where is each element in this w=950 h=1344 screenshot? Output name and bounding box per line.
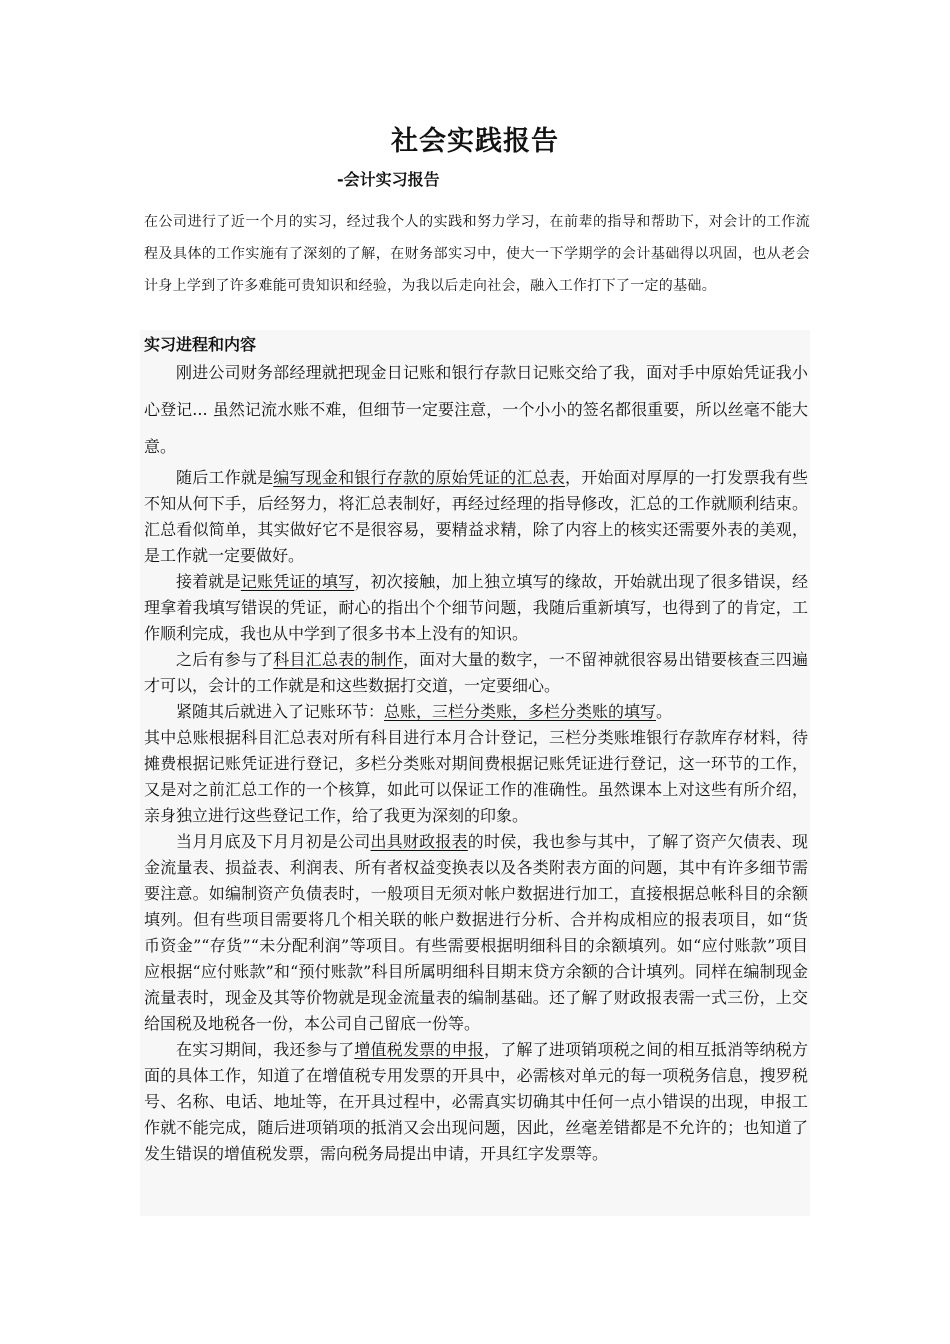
section-body — [144, 354, 808, 1167]
paragraph-vat-invoice — [144, 1037, 808, 1167]
section-heading: 实习进程和内容 — [144, 335, 257, 354]
underlined-phrase: 增值税发票的申报 — [354, 1040, 484, 1059]
paragraph-text: 当月月底及下月月初是公司 — [176, 832, 371, 851]
paragraph-text: 随后工作就是 — [176, 468, 274, 487]
paragraph-text: 。 — [656, 702, 673, 721]
paragraph-text: 接着就是 — [176, 572, 241, 591]
intro-paragraph: 在公司进行了近一个月的实习，经过我个人的实践和努力学习，在前辈的指导和帮助下，对会计的工作流程及具体的工作实施有了深刻的了解，在财务部实习中，使大一下学期学的会计基础得以巩固，也从老会计身上学到了许多难能可贵知识和经验，为我以后走向社会，融入工作打下了一定的基础。 — [144, 214, 810, 294]
paragraph-ledger — [144, 699, 808, 725]
underlined-phrase: 总账，三栏分类账，多栏分类账的填写 — [384, 702, 657, 721]
paragraph-text: ，了解了进项销项税之间的相互抵消等纳税方面的具体工作，知道了在增值税专用发票的开具中，必需核对单元的每一项税务信息，搜罗税号、名称、电话、地址等，在开具过程中，必需真实切确其中任何一点小错误的出现，申报工作就不能完成，随后进项销项的抵消又会出现问题，因此，丝毫差错都是不允许的；也知道了发生错误的增值税发票，需向税务局提出申请，开具红字发票等。 — [144, 1040, 808, 1163]
paragraph-text: ，面对大量的数字，一不留神就很容易出错要核查三四遍才可以，会计的工作就是和这些数据打交道，一定要细心。 — [144, 650, 808, 695]
paragraph-text: 紧随其后就进入了记账环节： — [176, 702, 385, 721]
paragraph-summary-table — [144, 465, 808, 569]
underlined-phrase: 记账凭证的填写 — [240, 572, 355, 591]
underlined-phrase: 编写现金和银行存款的原始凭证的汇总表 — [273, 468, 566, 487]
paragraph-text: ，初次接触，加上独立填写的缘故，开始就出现了很多错误，经理拿着我填写错误的凭证，耐心的指出个个细节问题，我随后重新填写，也得到了的肯定，工作顺利完成，我也从中学到了很多书本上没有的知识。 — [144, 572, 808, 643]
underlined-phrase: 科目汇总表的制作 — [273, 650, 403, 669]
paragraph-text: ，开始面对厚厚的一打发票我有些不知从何下手，后经努力，将汇总表制好，再经过经理的指导修改，汇总的工作就顺利结束。汇总看似简单，其实做好它不是很容易，要精益求精，除了内容上的核实还需要外表的美观，是工作就一定要做好。 — [144, 468, 808, 565]
paragraph-financial-statements — [144, 829, 808, 1037]
paragraph-text: 之后有参与了 — [176, 650, 274, 669]
paragraph-account-summary — [144, 647, 808, 699]
paragraph-ledger-detail: 其中总账根据科目汇总表对所有科目进行本月合计登记，三栏分类账堆银行存款库存材料，待摊费根据记账凭证进行登记，多栏分类账对期间费根据记账凭证进行登记，这一环节的工作，又是对之前汇总工作的一个核算，如此可以保证工作的准确性。虽然课本上对这些有所介绍，亲身独立进行这些登记工作，给了我更为深刻的印象。 — [144, 728, 808, 825]
paragraph-cash-journal: 刚进公司财务部经理就把现金日记账和银行存款日记账交给了我，面对手中原始凭证我小心登记... 虽然记流水账不难，但细节一定要注意，一个小小的签名都很重要，所以丝毫不能大意。 — [144, 363, 808, 456]
document-title: 社会实践报告 — [391, 126, 559, 157]
document-subtitle: -会计实习报告 — [337, 170, 440, 189]
underlined-phrase: 出具财政报表 — [370, 832, 468, 851]
paragraph-voucher — [144, 569, 808, 647]
paragraph-text: 在实习期间，我还参与了 — [176, 1040, 355, 1059]
internship-section — [140, 330, 810, 1216]
paragraph-text: 的时侯，我也参与其中，了解了资产欠债表、现金流量表、损益表、利润表、所有者权益变换表以及各类附表方面的问题，其中有许多细节需要注意。如编制资产负债表时，一般项目无须对帐户数据进行加工，直接根据总帐科目的余额填列。但有些项目需要将几个相关联的帐户数据进行分析、合并构成相应的报表项目，如“货币资金”“存货”“未分配利润”等项目。有些需要根据明细科目的余额填列。如“应付账款”项目应根据“应付账款”和“预付账款”科目所属明细科目期末贷方余额的合计填列。同样在编制现金流量表时，现金及其等价物就是现金流量表的编制基础。还了解了财政报表需一式三份，上交给国税及地税各一份，本公司自己留底一份等。 — [144, 832, 808, 1033]
